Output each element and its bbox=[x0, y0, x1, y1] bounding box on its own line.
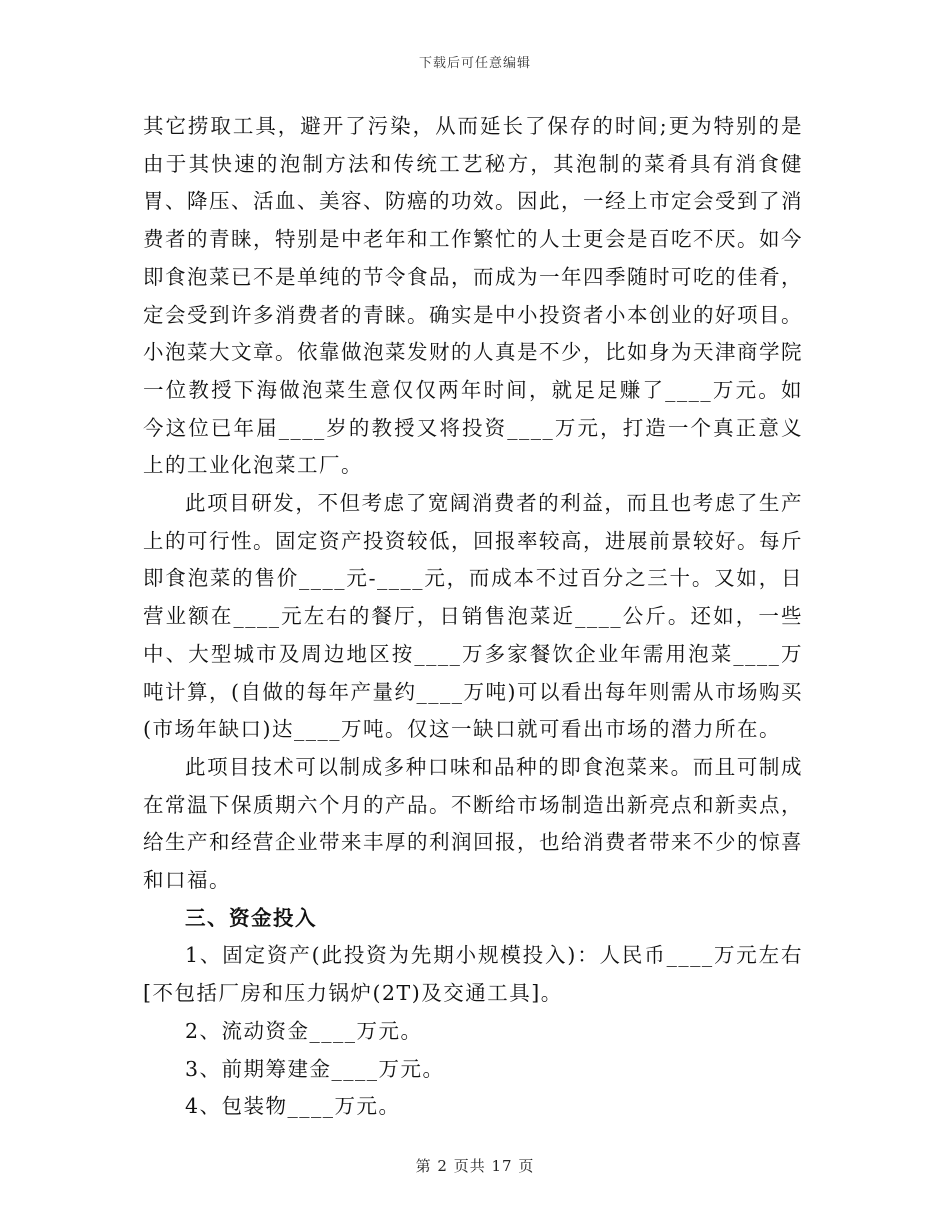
paragraph-technology: 此项目技术可以制成多种口味和品种的即食泡菜来。而且可制成在常温下保质期六个月的产品。不断给市场制造出新亮点和新卖点，给生产和经营企业带来丰厚的利润回报，也给消费者带来不少的惊喜和口福。 bbox=[143, 754, 803, 893]
section-heading-capital: 三、资金投入 bbox=[185, 905, 317, 930]
page-footer: 第 2 页共 17 页 bbox=[415, 1157, 535, 1175]
list-item-preparation-fund: 3、前期筹建金____万元。 bbox=[185, 1056, 445, 1081]
paragraph-continuation: 其它捞取工具，避开了污染，从而延长了保存的时间;更为特别的是由于其快速的泡制方法和传统工艺秘方，其泡制的菜肴具有消食健胃、降压、活血、美容、防癌的功效。因此，一经上市定会受到了消费者的青睐，特别是中老年和工作繁忙的人士更会是百吃不厌。如今即食泡菜已不是单纯的节令食品，而成为一年四季随时可吃的佳肴，定会受到许多消费者的青睐。确实是中小投资者小本创业的好项目。小泡菜大文章。依靠做泡菜发财的人真是不少，比如身为天津商学院一位教授下海做泡菜生意仅仅两年时间，就足足赚了____万元。如今这位已年届____岁的教授又将投资____万元，打造一个真正意义上的工业化泡菜工厂。 bbox=[143, 114, 803, 478]
paragraph-feasibility: 此项目研发，不但考虑了宽阔消费者的利益，而且也考虑了生产上的可行性。固定资产投资较低，回报率较高，进展前景较好。每斤即食泡菜的售价____元-____元，而成本不过百分之三十。又如，日营业额在____元左右的餐厅，日销售泡菜近____公斤。还如，一些中、大型城市及周边地区按____万多家餐饮企业年需用泡菜____万吨计算，(自做的每年产量约____万吨)可以看出每年则需从市场购买(市场年缺口)达____万吨。仅这一缺口就可看出市场的潜力所在。 bbox=[143, 491, 803, 742]
page-header: 下载后可任意编辑 bbox=[418, 56, 531, 71]
list-item-fixed-assets: 1、固定资产(此投资为先期小规模投入)：人民币____万元左右[不包括厂房和压力锅炉(2T)及交通工具]。 bbox=[143, 943, 803, 1006]
list-item-packaging: 4、包装物____万元。 bbox=[185, 1094, 401, 1119]
document-body bbox=[143, 108, 803, 1126]
list-item-working-capital: 2、流动资金____万元。 bbox=[185, 1018, 423, 1043]
